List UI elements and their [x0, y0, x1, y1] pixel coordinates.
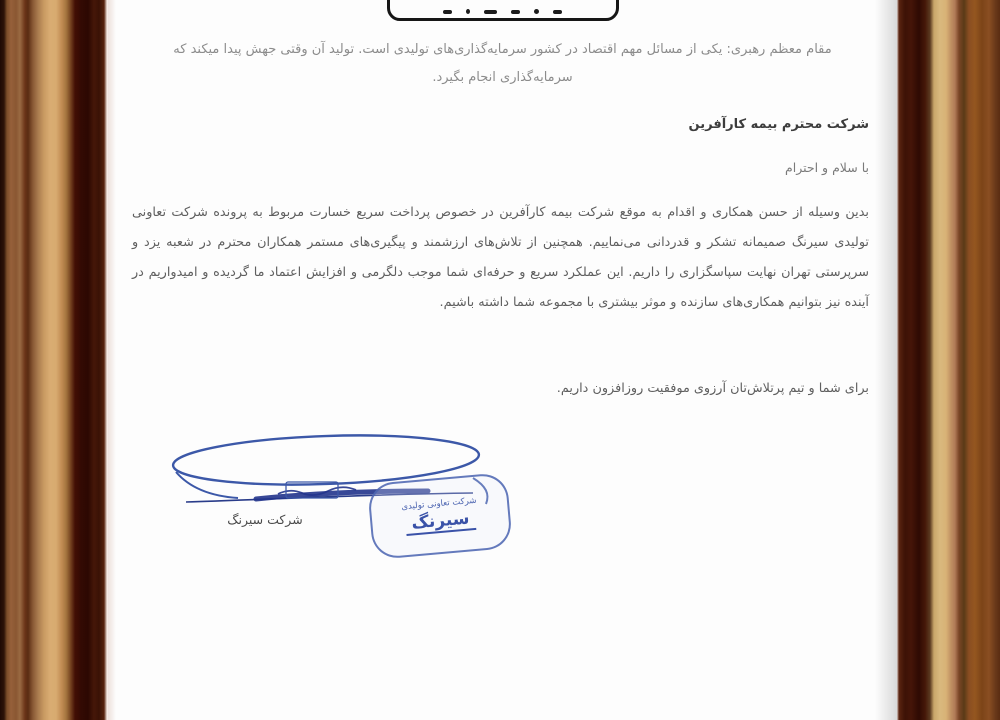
closing-line: برای شما و تیم پرتلاش‌تان آرزوی موفقیت روزافزون داریم.: [556, 381, 869, 396]
wooden-frame-left: [0, 0, 108, 720]
signature-area: [128, 420, 608, 580]
recipient-line: شرکت محترم بیمه کارآفرین: [688, 117, 869, 132]
letter-document: [108, 0, 897, 720]
paper-shadow-left: [108, 0, 116, 720]
handwritten-signature-icon: [128, 420, 608, 580]
company-stamp: [367, 472, 513, 560]
letter-body: بدین وسیله از حسن همکاری و اقدام به موقع شرکت بیمه کارآفرین در خصوص پرداخت سریع خسارت مربوط به پرونده شرکت تعاونی تولیدی سیرنگ صمیمانه تشکر و قدردانی می‌نماییم. همچنین از تلاش‌های ارزشمند و پیگیری‌های مستمر همکاران محترم در شعبه یزد و سرپرستی تهران نهایت سپاسگزاری را داریم. این عملکرد سریع و حرفه‌ای شما موجب دلگرمی و افزایش اعتماد ما گردیده و امیدواریم در آینده نیز بتوانیم همکاری‌های سازنده و موثر بیشتری با مجموعه شما داشته باشیم.: [132, 205, 869, 310]
salutation-line: با سلام و احترام: [785, 160, 869, 175]
cropped-title-box: [387, 0, 619, 21]
stamp-company-logo: سیرنگ: [405, 509, 477, 536]
stamp-company-type: شرکت تعاونی تولیدی: [401, 495, 477, 513]
cropped-title-glyphs: [390, 8, 616, 14]
paper-shadow-right: [875, 0, 897, 720]
signer-name: شرکت سیرنگ: [227, 512, 303, 527]
wooden-frame-right: [897, 0, 1000, 720]
leader-quote: مقام معظم رهبری: یکی از مسائل مهم اقتصاد در کشور سرمایه‌گذاری‌های تولیدی است. تولید آن وقتی جهش پیدا میکند که سرمایه‌گذاری انجام بگیرد.: [173, 42, 832, 85]
